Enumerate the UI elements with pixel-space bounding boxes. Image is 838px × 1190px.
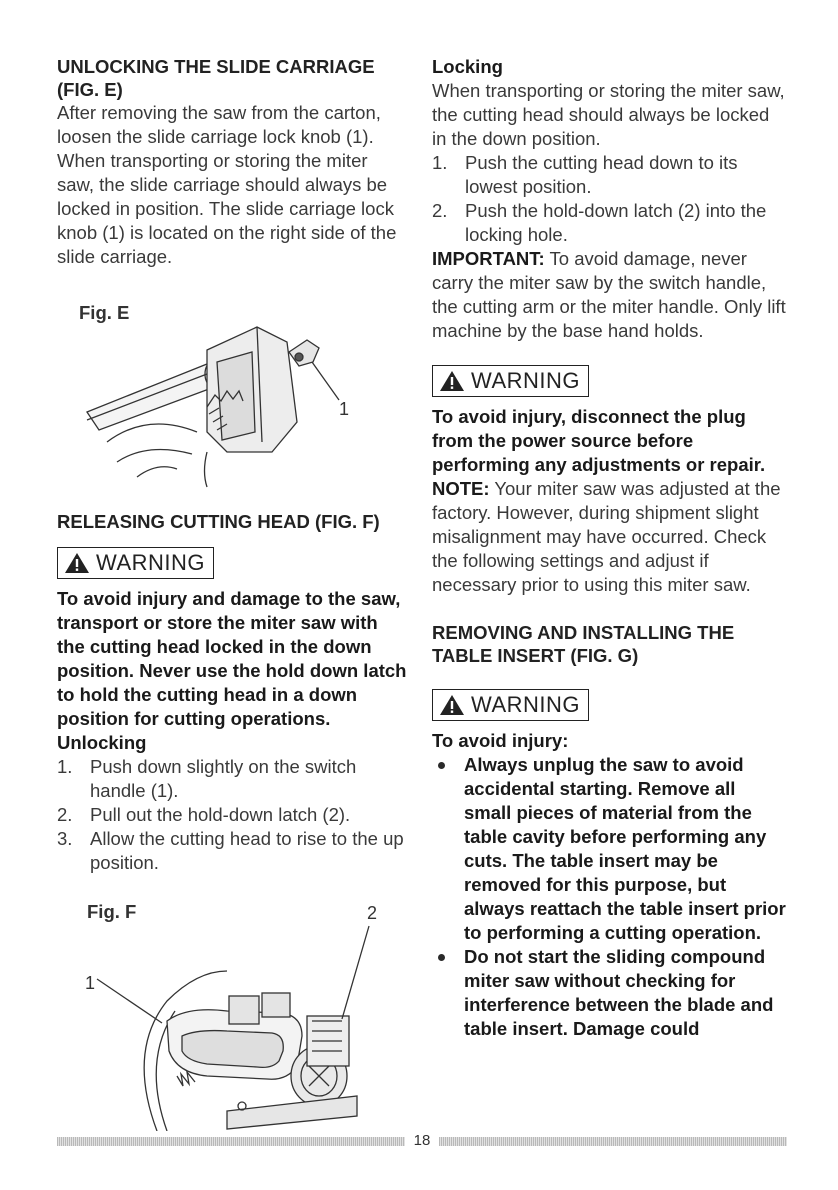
page-number: 18: [413, 1132, 431, 1149]
figure-f-label: Fig. F: [87, 901, 137, 922]
list-item: 3. Allow the cutting head to rise to the up position.: [57, 828, 404, 873]
footer-rule-left: [57, 1137, 405, 1146]
important-text: To avoid damage, never carry the miter saw by the switch handle, the cutting arm or the miter handle. Only lift machine by the base hand holds.: [432, 248, 786, 341]
section-heading-releasing-cutting-head: RELEASING CUTTING HEAD (FIG. F): [57, 511, 380, 532]
figure-f-callout-2: 2: [367, 903, 378, 923]
paragraph-slide-carriage: After removing the saw from the carton, loosen the slide carriage lock knob (1). When transporting or storing the miter saw, the slide carriage should always be locked in position. The slide carriage lock knob (1) is located on the right side of the slide carriage.: [57, 102, 397, 267]
paragraph-note: [432, 477, 787, 597]
subheading-locking: Locking: [432, 56, 503, 77]
note-text: Your miter saw was adjusted at the factory. However, during shipment slight misalignment may have occurred. Check the following settings and adjust if necessary prior to using this miter saw.: [432, 478, 781, 595]
right-column: [432, 55, 787, 1041]
warning-label: WARNING: [471, 368, 581, 393]
list-item: 1. Push down slightly on the switch handle (1).: [57, 756, 357, 801]
warning-box-3: [432, 689, 589, 721]
warning-triangle-icon: [64, 552, 90, 574]
list-item: 2. Pull out the hold-down latch (2).: [57, 804, 351, 825]
warning-text-disconnect: To avoid injury, disconnect the plug from the power source before performing any adjustments or repair.: [432, 406, 766, 475]
warning-triangle-icon: [439, 694, 465, 716]
section-heading-unlocking-slide-carriage: UNLOCKING THE SLIDE CARRIAGE (FIG. E): [57, 56, 375, 100]
bullet-icon: [438, 762, 445, 769]
important-label: IMPORTANT:: [432, 248, 545, 269]
warning-box-1: [57, 547, 214, 579]
locking-steps: [432, 151, 787, 247]
warning-box-2: [432, 365, 589, 397]
unlocking-steps: [57, 755, 409, 875]
figure-f: [57, 901, 409, 1131]
list-item: Do not start the sliding compound miter saw without checking for interference between the blade and table insert. Damage could: [432, 945, 787, 1041]
list-item: 2. Push the hold-down latch (2) into the locking hole.: [432, 200, 767, 245]
warning-text-cutting-head: To avoid injury and damage to the saw, transport or store the miter saw with the cutting head locked in the down position. Never use the hold down latch to hold the cutting head in a down position for cutting operations.: [57, 588, 407, 729]
warning-label: WARNING: [96, 550, 206, 575]
subheading-unlocking: Unlocking: [57, 732, 147, 753]
bullet-icon: [438, 954, 445, 961]
left-column: [57, 55, 409, 1131]
figure-e-label: Fig. E: [79, 302, 130, 323]
paragraph-important: [432, 247, 787, 343]
footer-rule-right: [439, 1137, 787, 1146]
figure-f-illustration: [57, 901, 409, 1131]
figure-e-callout-1: 1: [339, 399, 350, 419]
figure-e: [57, 302, 409, 492]
section-heading-table-insert: REMOVING AND INSTALLING THE TABLE INSERT (FIG. G): [432, 622, 735, 666]
warning-intro: To avoid injury:: [432, 730, 569, 751]
page-footer: [57, 1132, 787, 1149]
list-item: Always unplug the saw to avoid accidental starting. Remove all small pieces of material from the table cavity before performing any cuts. The table insert may be removed for this purpose, but always reattach the table insert prior to performing a cutting operation.: [432, 753, 787, 945]
note-label: NOTE:: [432, 478, 490, 499]
list-item: 1. Push the cutting head down to its lowest position.: [432, 152, 738, 197]
warning-bullets: [432, 753, 787, 1041]
paragraph-locking: When transporting or storing the miter saw, the cutting head should always be locked in the down position.: [432, 80, 785, 149]
warning-label: WARNING: [471, 692, 581, 717]
figure-f-callout-1: 1: [85, 973, 96, 993]
figure-e-illustration: [57, 302, 409, 492]
warning-triangle-icon: [439, 370, 465, 392]
